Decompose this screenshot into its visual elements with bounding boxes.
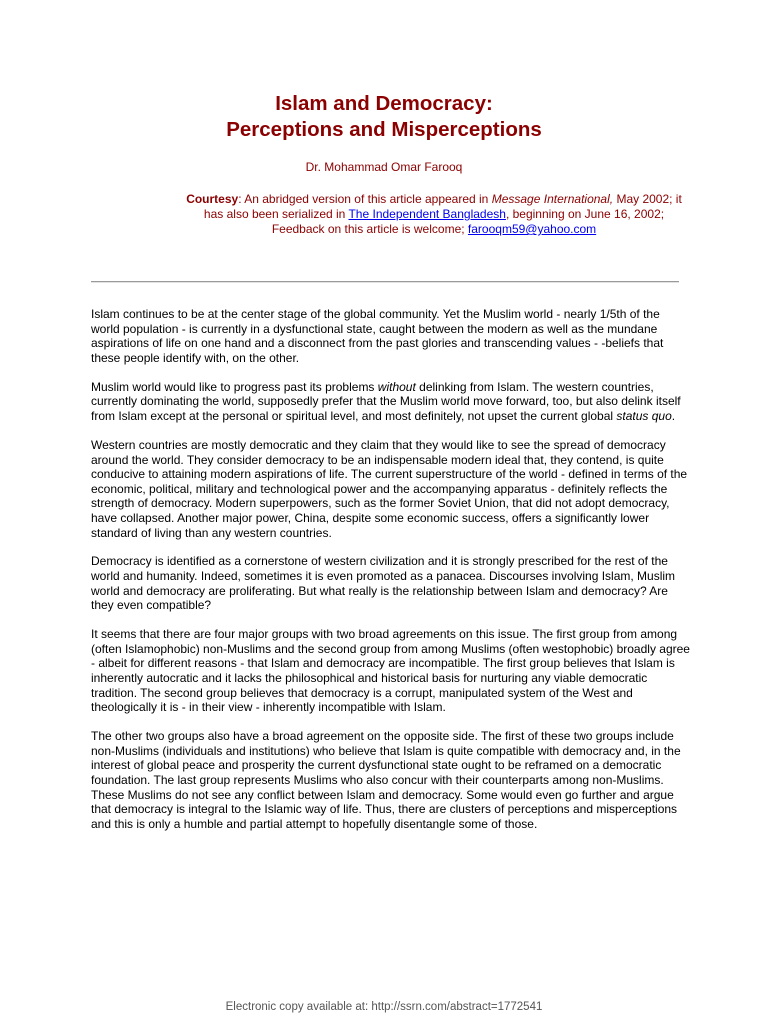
courtesy-text-3: , beginning on June 16, 2002; Feedback on this article is welcome;: [271, 207, 665, 236]
paragraph-2: [91, 380, 691, 424]
paragraph-1: Islam continues to be at the center stage of the global community. Yet the Muslim world - nearly 1/5th of the world population - is currently in a dysfunctional state, caught between the modern as well as the mundane aspirations of life on one hand and a disconnect from the past glories and transcending values - -beliefs that these people identify with, on the other.: [91, 307, 664, 365]
paragraph-2-emphasis-without: without: [377, 379, 416, 394]
author-name: Dr. Mohammad Omar Farooq: [305, 160, 463, 174]
courtesy-text-2: May 2002; it has also been serialized in: [203, 192, 682, 221]
courtesy-note: [186, 192, 682, 237]
paragraph-2-text-c: .: [671, 408, 676, 423]
paragraph-5: It seems that there are four major groups with two broad agreements on this issue. The first group from among (often Islamophobic) non-Muslims and the second group from among Muslims (often westophobic) broadly agree - albeit for different reasons - that Islam and democracy are incompatible. The first group believes that Islam is inherently autocratic and it lacks the philosophical and historical basis for nurturing any viable democratic tradition. The second group believes that democracy is a corrupt, manipulated system of the West and theologically it is - in their view - inherently incompatible with Islam.: [91, 627, 690, 715]
article-body: [91, 307, 691, 846]
courtesy-text-1: : An abridged version of this article appeared in: [238, 192, 492, 206]
paragraph-2-text-a: Muslim world would like to progress past its problems: [91, 379, 378, 394]
paragraph-2-emphasis-status-quo: status quo: [616, 408, 672, 423]
ssrn-footer: Electronic copy available at: http://ssrn.com/abstract=1772541: [225, 1001, 543, 1013]
paragraph-6: The other two groups also have a broad agreement on the opposite side. The first of these two groups include non-Muslims (individuals and institutions) who believe that Islam is quite compatible with democracy and, in the interest of global peace and prosperity the current dysfunctional state ought to be reframed on a democratic foundation. The last group represents Muslims who also concur with their counterparts among non-Muslims. These Muslims do not see any conflict between Islam and democracy. Some would even go further and argue that democracy is integral to the Islamic way of life. Thus, there are clusters of perceptions and misperceptions and this is only a humble and partial attempt to hopefully disentangle some of those.: [91, 729, 681, 831]
courtesy-label: Courtesy: [186, 192, 239, 206]
paragraph-2-text-b: delinking from Islam. The western countries, currently dominating the world, supposedly prefer that the Muslim world move forward, too, but also delink itself from Islam except at the personal or spiritual level, and most definitely, not upset the current global: [91, 379, 681, 423]
paragraph-4: Democracy is identified as a cornerstone of western civilization and it is strongly prescribed for the rest of the world and humanity. Indeed, sometimes it is even promoted as a panacea. Discourses involving Islam, Muslim world and democracy are proliferating. But what really is the relationship between Islam and democracy? Are they even compatible?: [91, 554, 676, 613]
publication-name: Message International,: [491, 192, 614, 206]
horizontal-divider: [91, 281, 679, 283]
title-line-1: Islam and Democracy:: [275, 92, 493, 115]
newspaper-link[interactable]: The Independent Bangladesh: [348, 207, 506, 221]
email-link[interactable]: farooqm59@yahoo.com: [467, 222, 597, 236]
title-line-2: Perceptions and Misperceptions: [226, 118, 542, 141]
paragraph-3: Western countries are mostly democratic and they claim that they would like to see the spread of democracy around the world. They consider democracy to be an indispensable modern ideal that, they contend, is quite conducive to attaining modern aspirations of life. The current superstructure of the world - defined in terms of the economic, political, military and technological power and the accompanying apparatus - definitely reflects the strength of democracy. Modern superpowers, such as the former Soviet Union, that did not adopt democracy, have collapsed. Another major power, China, despite some economic success, offers a significantly lower standard of living than any western countries.: [91, 437, 688, 540]
article-title: [0, 91, 768, 143]
